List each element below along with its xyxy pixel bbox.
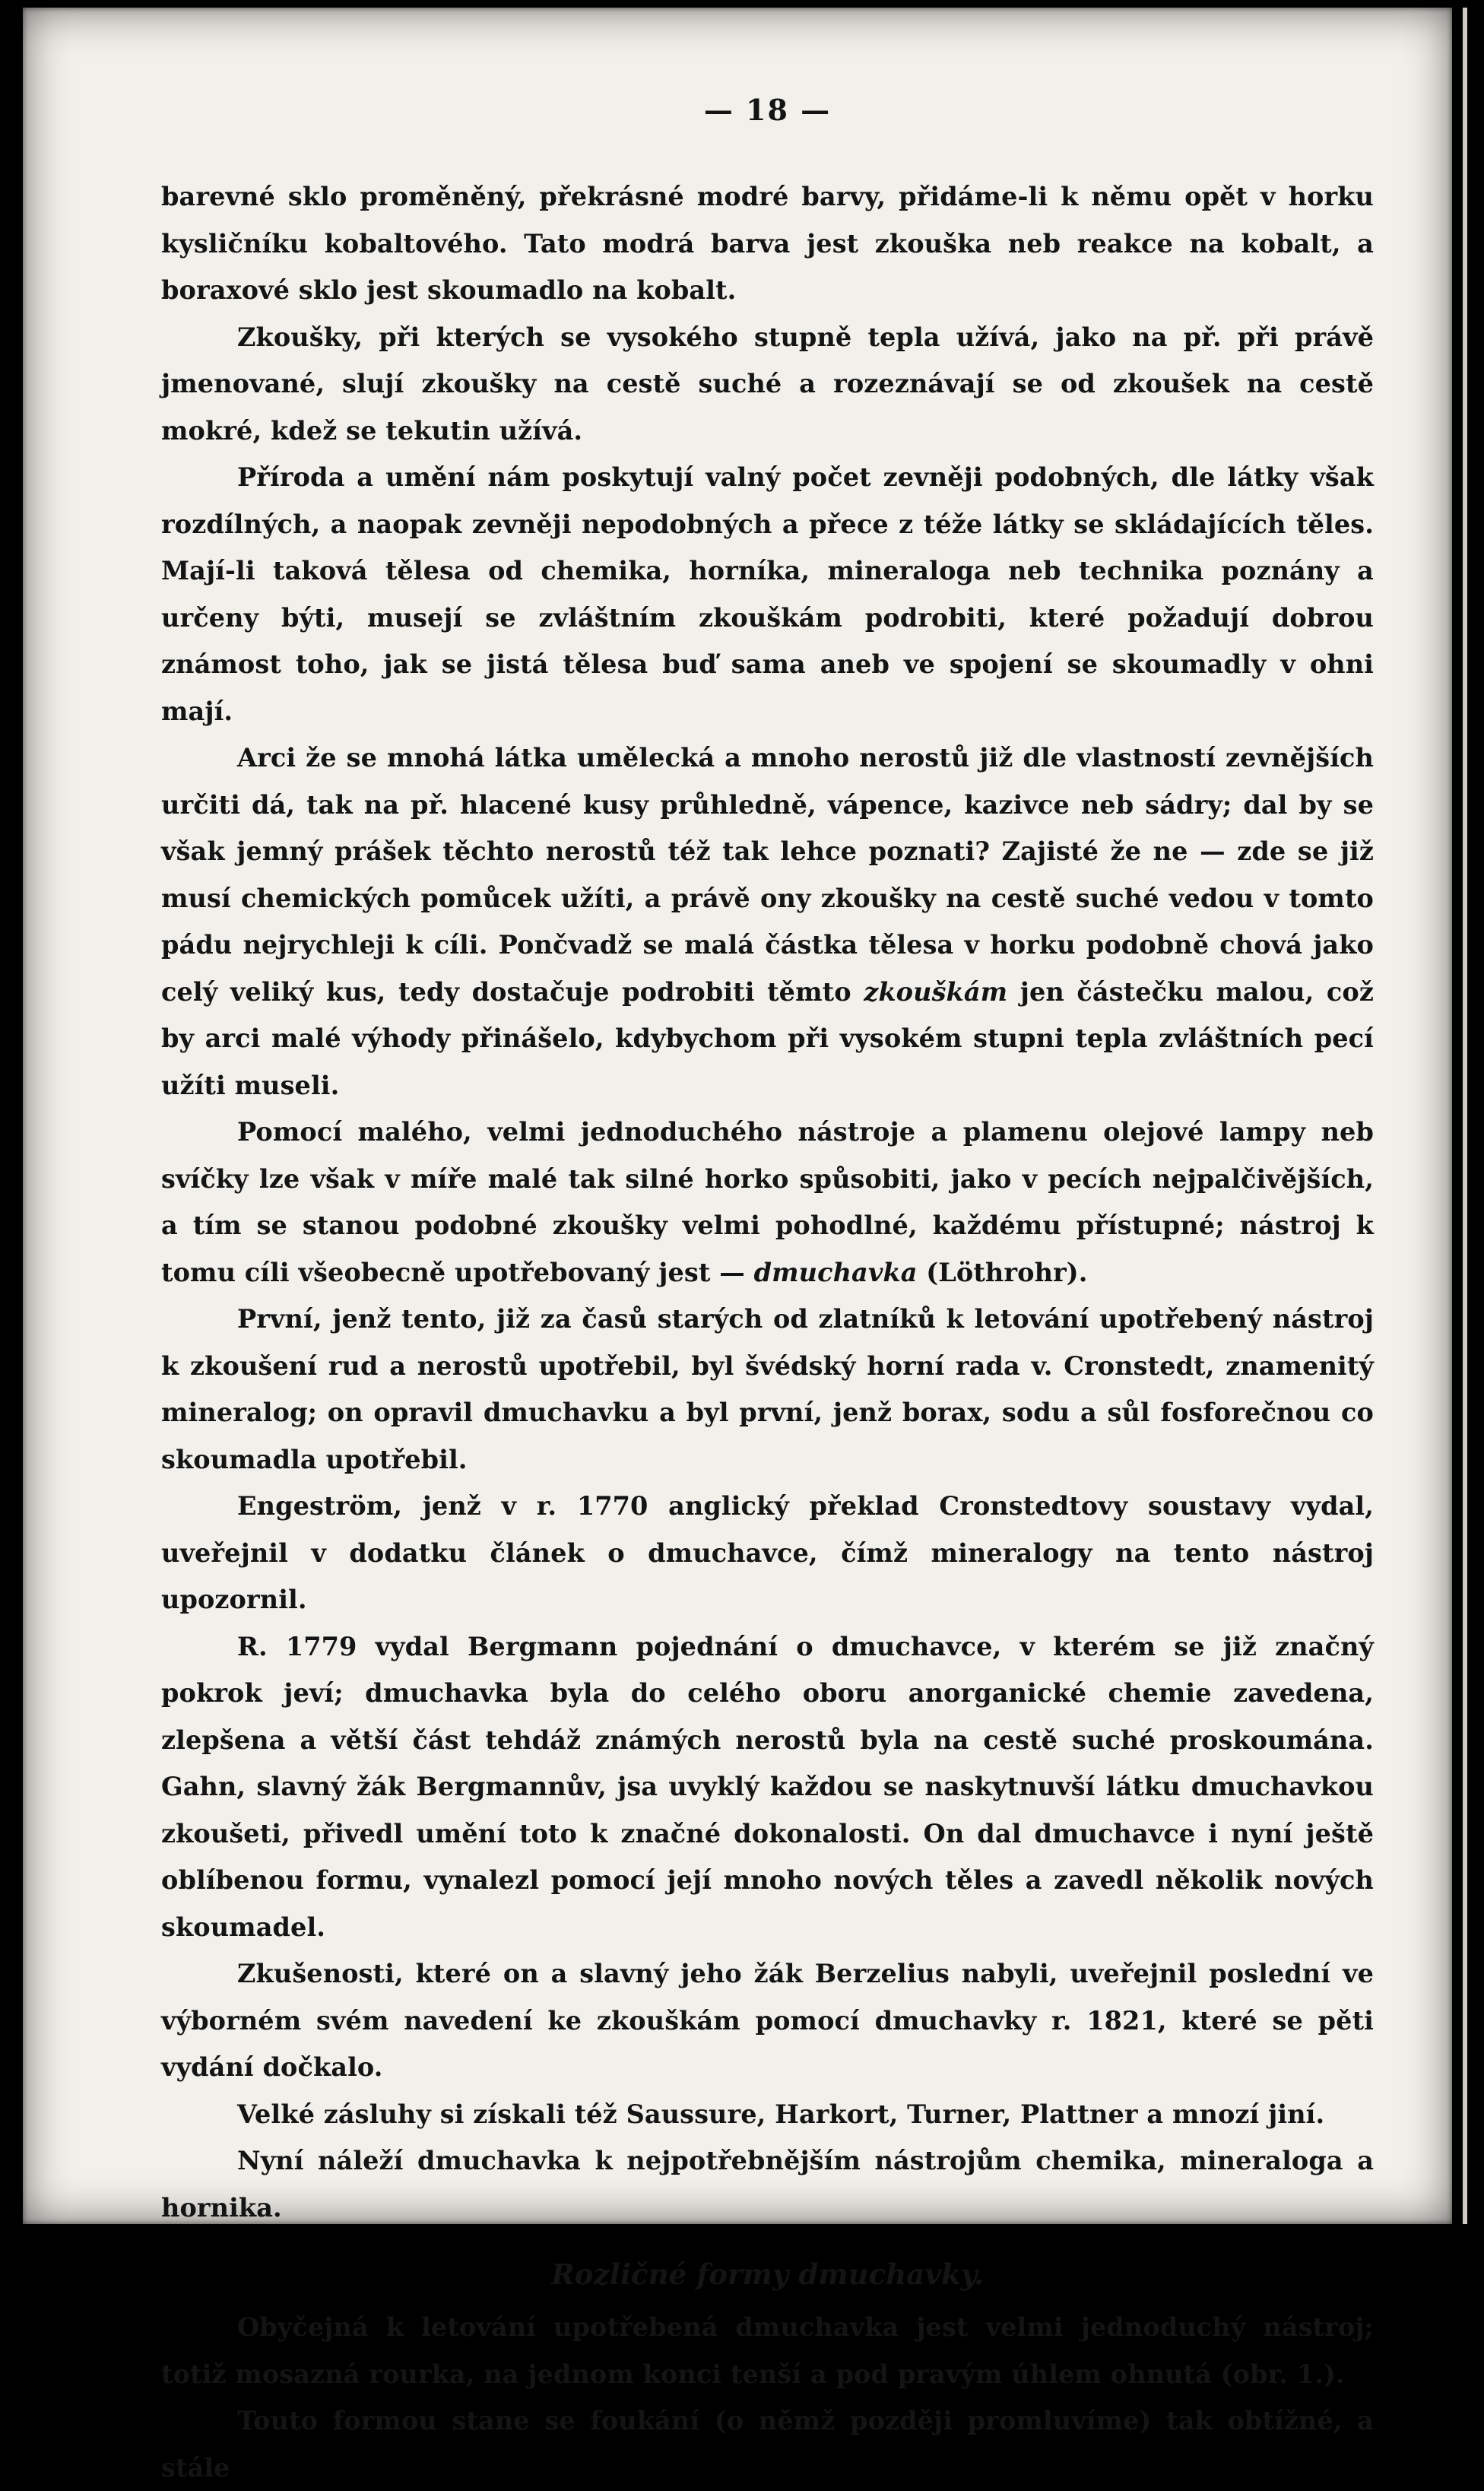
page-content <box>161 91 1374 2491</box>
paragraph-text: jen částečku malou, což by arci malé výhody přinášelo, kdybychom při vysokém stupni tepla zvláštních pecí užíti museli. <box>161 976 1374 1100</box>
paragraph-text: Pomocí malého, velmi jednoduchého nástroje a plamenu olejové lampy neb svíčky lze však v míře malé tak silné horko spůsobiti, jako v pecích nejpalčivějších, a tím se stanou podobné zkoušky velmi pohodlné, každému přístupné; nástroj k tomu cíli všeobecně upotřebovaný jest — <box>161 1117 1374 1287</box>
emphasized-term: zkouškám <box>864 976 1008 1007</box>
paragraph-text: Arci že se mnohá látka umělecká a mnoho nerostů již dle vlastností zevnějších určiti dá, tak na př. hlacené kusy průhledně, vápence, kazivce neb sádry; dal by se však jemný prášek těchto nerostů též tak lehce poznati? Zajisté že ne — zde se již musí chemických pomůcek užíti, a právě ony zkoušky na cestě suché vedou v tomto pádu nejrychleji k cíli. Pončvadž se malá částka tělesa v horku podobně chová jako celý veliký kus, tedy dostačuje podrobiti těmto <box>161 743 1374 1007</box>
paragraph: První, jenž tento, již za časů starých od zlatníků k letování upotřebený nástroj k zkoušení rud a nerostů upotřebil, byl švédský horní rada v. Cronstedt, znamenitý mineralog; on opravil dmuchavku a byl první, jenž borax, sodu a sůl fosforečnou co skoumadla upotřebil. <box>161 1304 1374 1474</box>
emphasized-term: dmuchavka <box>753 1257 918 1287</box>
paragraph: Zkušenosti, které on a slavný jeho žák Berzelius nabyli, uveřejnil poslední ve výborném svém navedení ke zkouškám pomocí dmuchavky r. 1821, které se pěti vydání dočkalo. <box>161 1959 1374 2082</box>
paragraph: Obyčejná k letování upotřebená dmuchavka jest velmi jednoduchý nástroj; totiž mosazná rourka, na jednom konci tenší a pod pravým úhlem ohnutá (obr. 1.). <box>161 2312 1374 2389</box>
page-edge <box>1463 8 1467 2224</box>
paragraph: Touto formou stane se foukání (o němž později promluvíme) tak obtížné, a stále <box>161 2406 1374 2483</box>
page-number: — 18 — <box>703 93 832 127</box>
paragraph: Nyní náleží dmuchavka k nejpotřebnějším nástrojům chemika, mineraloga a hornika. <box>161 2146 1374 2223</box>
paragraph <box>161 735 1374 1109</box>
paragraph: Zkoušky, při kterých se vysokého stupně tepla užívá, jako na př. při právě jmenované, slují zkoušky na cestě suché a rozeznávají se od zkoušek na cestě mokré, kdež se tekutin užívá. <box>161 322 1374 446</box>
paragraph: Engeström, jenž v r. 1770 anglický překlad Cronstedtovy soustavy vydal, uveřejnil v dodatku článek o dmuchavce, čímž mineralogy na tento nástroj upozornil. <box>161 1491 1374 1614</box>
paragraph-text: (Löthrohr). <box>917 1257 1088 1287</box>
paragraph: Velké zásluhy si získali též Saussure, Harkort, Turner, Plattner a mnozí jiní. <box>237 2099 1325 2129</box>
paragraph <box>161 1109 1374 1296</box>
paragraph: R. 1779 vydal Bergmann pojednání o dmuchavce, v kterém se již značný pokrok jeví; dmuchavka byla do celého oboru anorganické chemie zavedena, zlepšena a větší část tehdáž známých nerostů byla na cestě suché proskoumána. Gahn, slavný žák Bergmannův, jsa uvyklý každou se naskytnuvší látku dmuchavkou zkoušeti, přivedl umění toto k značné dokonalosti. On dal dmuchavce i nyní ještě oblíbenou formu, vynalezl pomocí její mnoho nových těles a zavedl několik nových skoumadel. <box>161 1631 1374 1942</box>
section-heading: Rozličné formy dmuchavky. <box>550 2258 985 2291</box>
paragraph: Příroda a umění nám poskytují valný počet zevněji podobných, dle látky však rozdílných, a naopak zevněji nepodobných a přece z téže látky se skládajících těles. Mají-li taková tělesa od chemika, horníka, mineraloga neb technika poznány a určeny býti, musejí se zvláštním zkouškám podrobiti, které požadují dobrou známost toho, jak se jistá tělesa buď sama aneb ve spojení se skoumadly v ohni mají. <box>161 462 1374 726</box>
paragraph: barevné sklo proměněný, překrásné modré barvy, přidáme-li k němu opět v horku kysličníku kobaltového. Tato modrá barva jest zkouška neb reakce na kobalt, a boraxové sklo jest skoumadlo na kobalt. <box>161 182 1374 305</box>
